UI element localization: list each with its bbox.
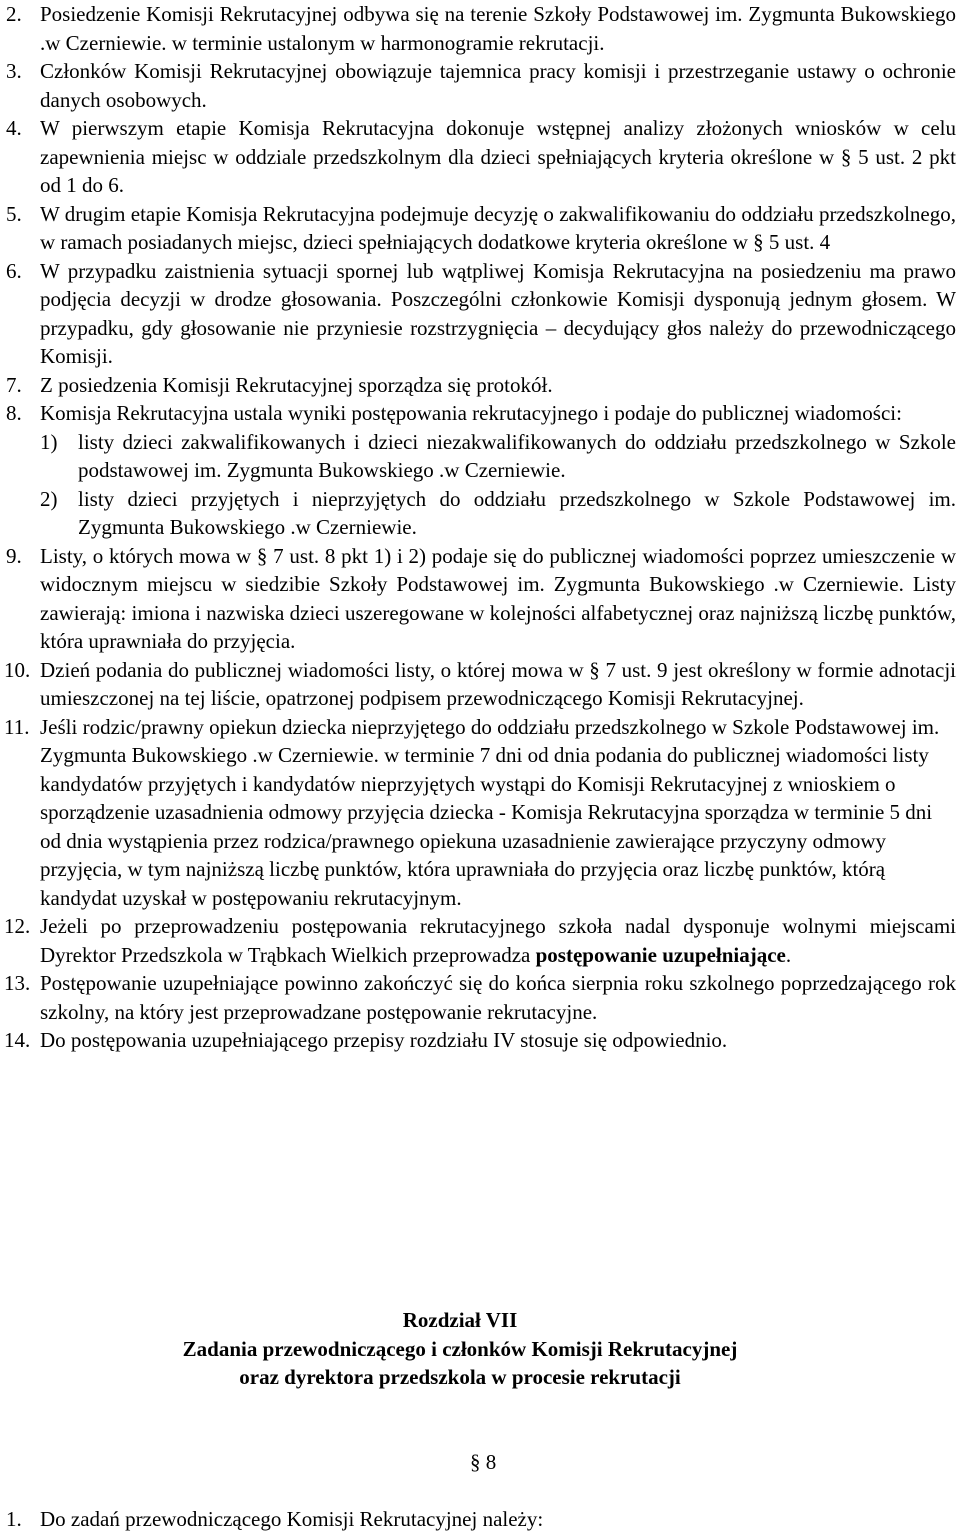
item-number: 4. — [6, 116, 22, 140]
list-item — [6, 656, 956, 713]
list-item — [6, 912, 956, 969]
list-item — [6, 969, 956, 1026]
sub-item-text: listy dzieci zakwalifikowanych i dzieci niezakwalifikowanych do oddziału przedszkolnego w Szkole podstawowej im. Zygmunta Bukowskiego .w Czerniewie. — [78, 429, 956, 482]
sub-item-text: listy dzieci przyjętych i nieprzyjętych do oddziału przedszkolnego w Szkole Podstawowej im. Zygmunta Bukowskiego .w Czerniewie. — [78, 486, 956, 539]
item-number: 10. — [4, 657, 31, 682]
item-text: Posiedzenie Komisji Rekrutacyjnej odbywa się na terenie Szkoły Podstawowej im. Zygmunta Bukowskiego .w Czerniewie. w terminie ustalonym w harmonogramie rekrutacji. — [40, 2, 956, 55]
sub-item-number: 2) — [40, 486, 58, 511]
chapter-title-line-1: Zadania przewodniczącego i członków Komisji Rekrutacyjnej — [182, 1337, 738, 1361]
item-text: Z posiedzenia Komisji Rekrutacyjnej sporządza się protokół. — [40, 372, 553, 397]
item-number: 8. — [6, 401, 22, 425]
item-number: 6. — [6, 258, 22, 283]
item-text-tail: . — [785, 942, 792, 967]
sub-list-item — [40, 428, 956, 485]
list-item — [6, 57, 956, 114]
item-text: Do postępowania uzupełniającego przepisy rozdziału IV stosuje się odpowiednio. — [40, 1028, 728, 1052]
item-text: Jeśli rodzic/prawny opiekun dziecka nieprzyjętego do oddziału przedszkolnego w Szkole Podstawowej im. Zygmunta Bukowskiego .w Czerniewie. w terminie 7 dni od dnia podania do publicznej wiadomości listy kandydatów przyjętych i kandydatów nieprzyjętych wystąpi do Komisji Rekrutacyjnej z wnioskiem o sporządzenie uzasadnienia odmowy przyjęcia dziecka - Komisja Rekrutacyjna sporządza w terminie 5 dni od dnia wystąpienia przez rodzica/prawnego opiekuna uzasadnienie zawierające przyczyny odmowy przyjęcia, w tym najniższą liczbę punktów, która uprawniała do przyjęcia oraz liczbę punktów, którą kandydat uzyskał w postępowaniu rekrutacyjnym. — [40, 714, 940, 910]
chapter-title-line-2: oraz dyrektora przedszkola w procesie rekrutacji — [239, 1365, 681, 1389]
document-page — [6, 0, 956, 1055]
item-text: Jeżeli po przeprowadzeniu postępowania rekrutacyjnego szkoła nadal dysponuje wolnymi miejscami Dyrektor Przedszkola w Trąbkach Wielkich przeprowadza — [40, 914, 956, 967]
list-item — [6, 1505, 543, 1534]
paragraph-sign: § 8 — [470, 1450, 497, 1474]
item-number: 2. — [6, 2, 22, 26]
sub-item-number: 1) — [40, 429, 58, 454]
item-number: 13. — [4, 971, 31, 995]
chapter-heading: Rozdział VII — [402, 1308, 518, 1332]
list-item — [6, 399, 956, 428]
item-text: W przypadku zaistnienia sytuacji spornej lub wątpliwej Komisja Rekrutacyjna na posiedzeniu ma prawo podjęcia decyzji w drodze głosowania. Poszczególni członkowie Komisji dysponują jednym głosem. W przypadku, gdy głosowanie nie przyniesie rozstrzygnięcia – decydujący głos należy do przewodniczącego Komisji. — [40, 258, 956, 368]
item-text: Dzień podania do publicznej wiadomości listy, o której mowa w § 7 ust. 9 jest określony w formie adnotacji umieszczonej na tej liście, opatrzonej podpisem przewodniczącego Komisji Rekrutacyjnej. — [40, 657, 956, 710]
list-item — [6, 713, 956, 913]
item-text: Do zadań przewodniczącego Komisji Rekrutacyjnej należy: — [40, 1507, 544, 1531]
item-text: W drugim etapie Komisja Rekrutacyjna podejmuje decyzję o zakwalifikowaniu do oddziału przedszkolnego, w ramach posiadanych miejsc, dzieci spełniających dodatkowe kryteria określone w § 5 ust. 4 — [40, 201, 956, 254]
list-item — [6, 200, 956, 257]
list-item — [6, 114, 956, 200]
sub-list — [40, 428, 956, 542]
list-item — [6, 257, 956, 371]
item-number: 1. — [6, 1507, 22, 1531]
item-text: Listy, o których mowa w § 7 ust. 8 pkt 1) i 2) podaje się do publicznej wiadomości poprzez umieszczenie w widocznym miejscu w siedzibie Szkoły Podstawowej im. Zygmunta Bukowskiego .w Czerniewie. Listy zawierają: imiona i nazwiska dzieci uszeregowane w kolejności alfabetycznej oraz najniższą liczbę punktów, która uprawniała do przyjęcia. — [40, 543, 956, 653]
item-number: 5. — [6, 201, 22, 226]
list-item — [6, 1026, 956, 1055]
sub-list-item — [40, 485, 956, 542]
item-number: 3. — [6, 59, 22, 83]
item-number: 12. — [4, 914, 31, 938]
item-number: 7. — [6, 372, 22, 397]
item-text: Członków Komisji Rekrutacyjnej obowiązuje tajemnica pracy komisji i przestrzeganie ustawy o ochronie danych osobowych. — [40, 59, 956, 112]
item-number: 9. — [6, 543, 22, 568]
item-text: Postępowanie uzupełniające powinno zakończyć się do końca sierpnia roku szkolnego poprzedzającego rok szkolny, na który jest przeprowadzane postępowanie rekrutacyjne. — [40, 971, 956, 1024]
list-item — [6, 542, 956, 656]
item-number: 11. — [4, 714, 30, 739]
item-text-bold: postępowanie uzupełniające — [535, 942, 786, 967]
list-item — [6, 371, 956, 400]
item-text: W pierwszym etapie Komisja Rekrutacyjna dokonuje wstępnej analizy złożonych wniosków w celu zapewnienia miejsc w oddziale przedszkolnym dla dzieci spełniających kryteria określone w § 5 ust. 2 pkt od 1 do 6. — [40, 116, 956, 197]
item-text: Komisja Rekrutacyjna ustala wyniki postępowania rekrutacyjnego i podaje do publicznej wiadomości: — [40, 401, 902, 425]
item-number: 14. — [4, 1028, 31, 1052]
list-item — [6, 0, 956, 57]
